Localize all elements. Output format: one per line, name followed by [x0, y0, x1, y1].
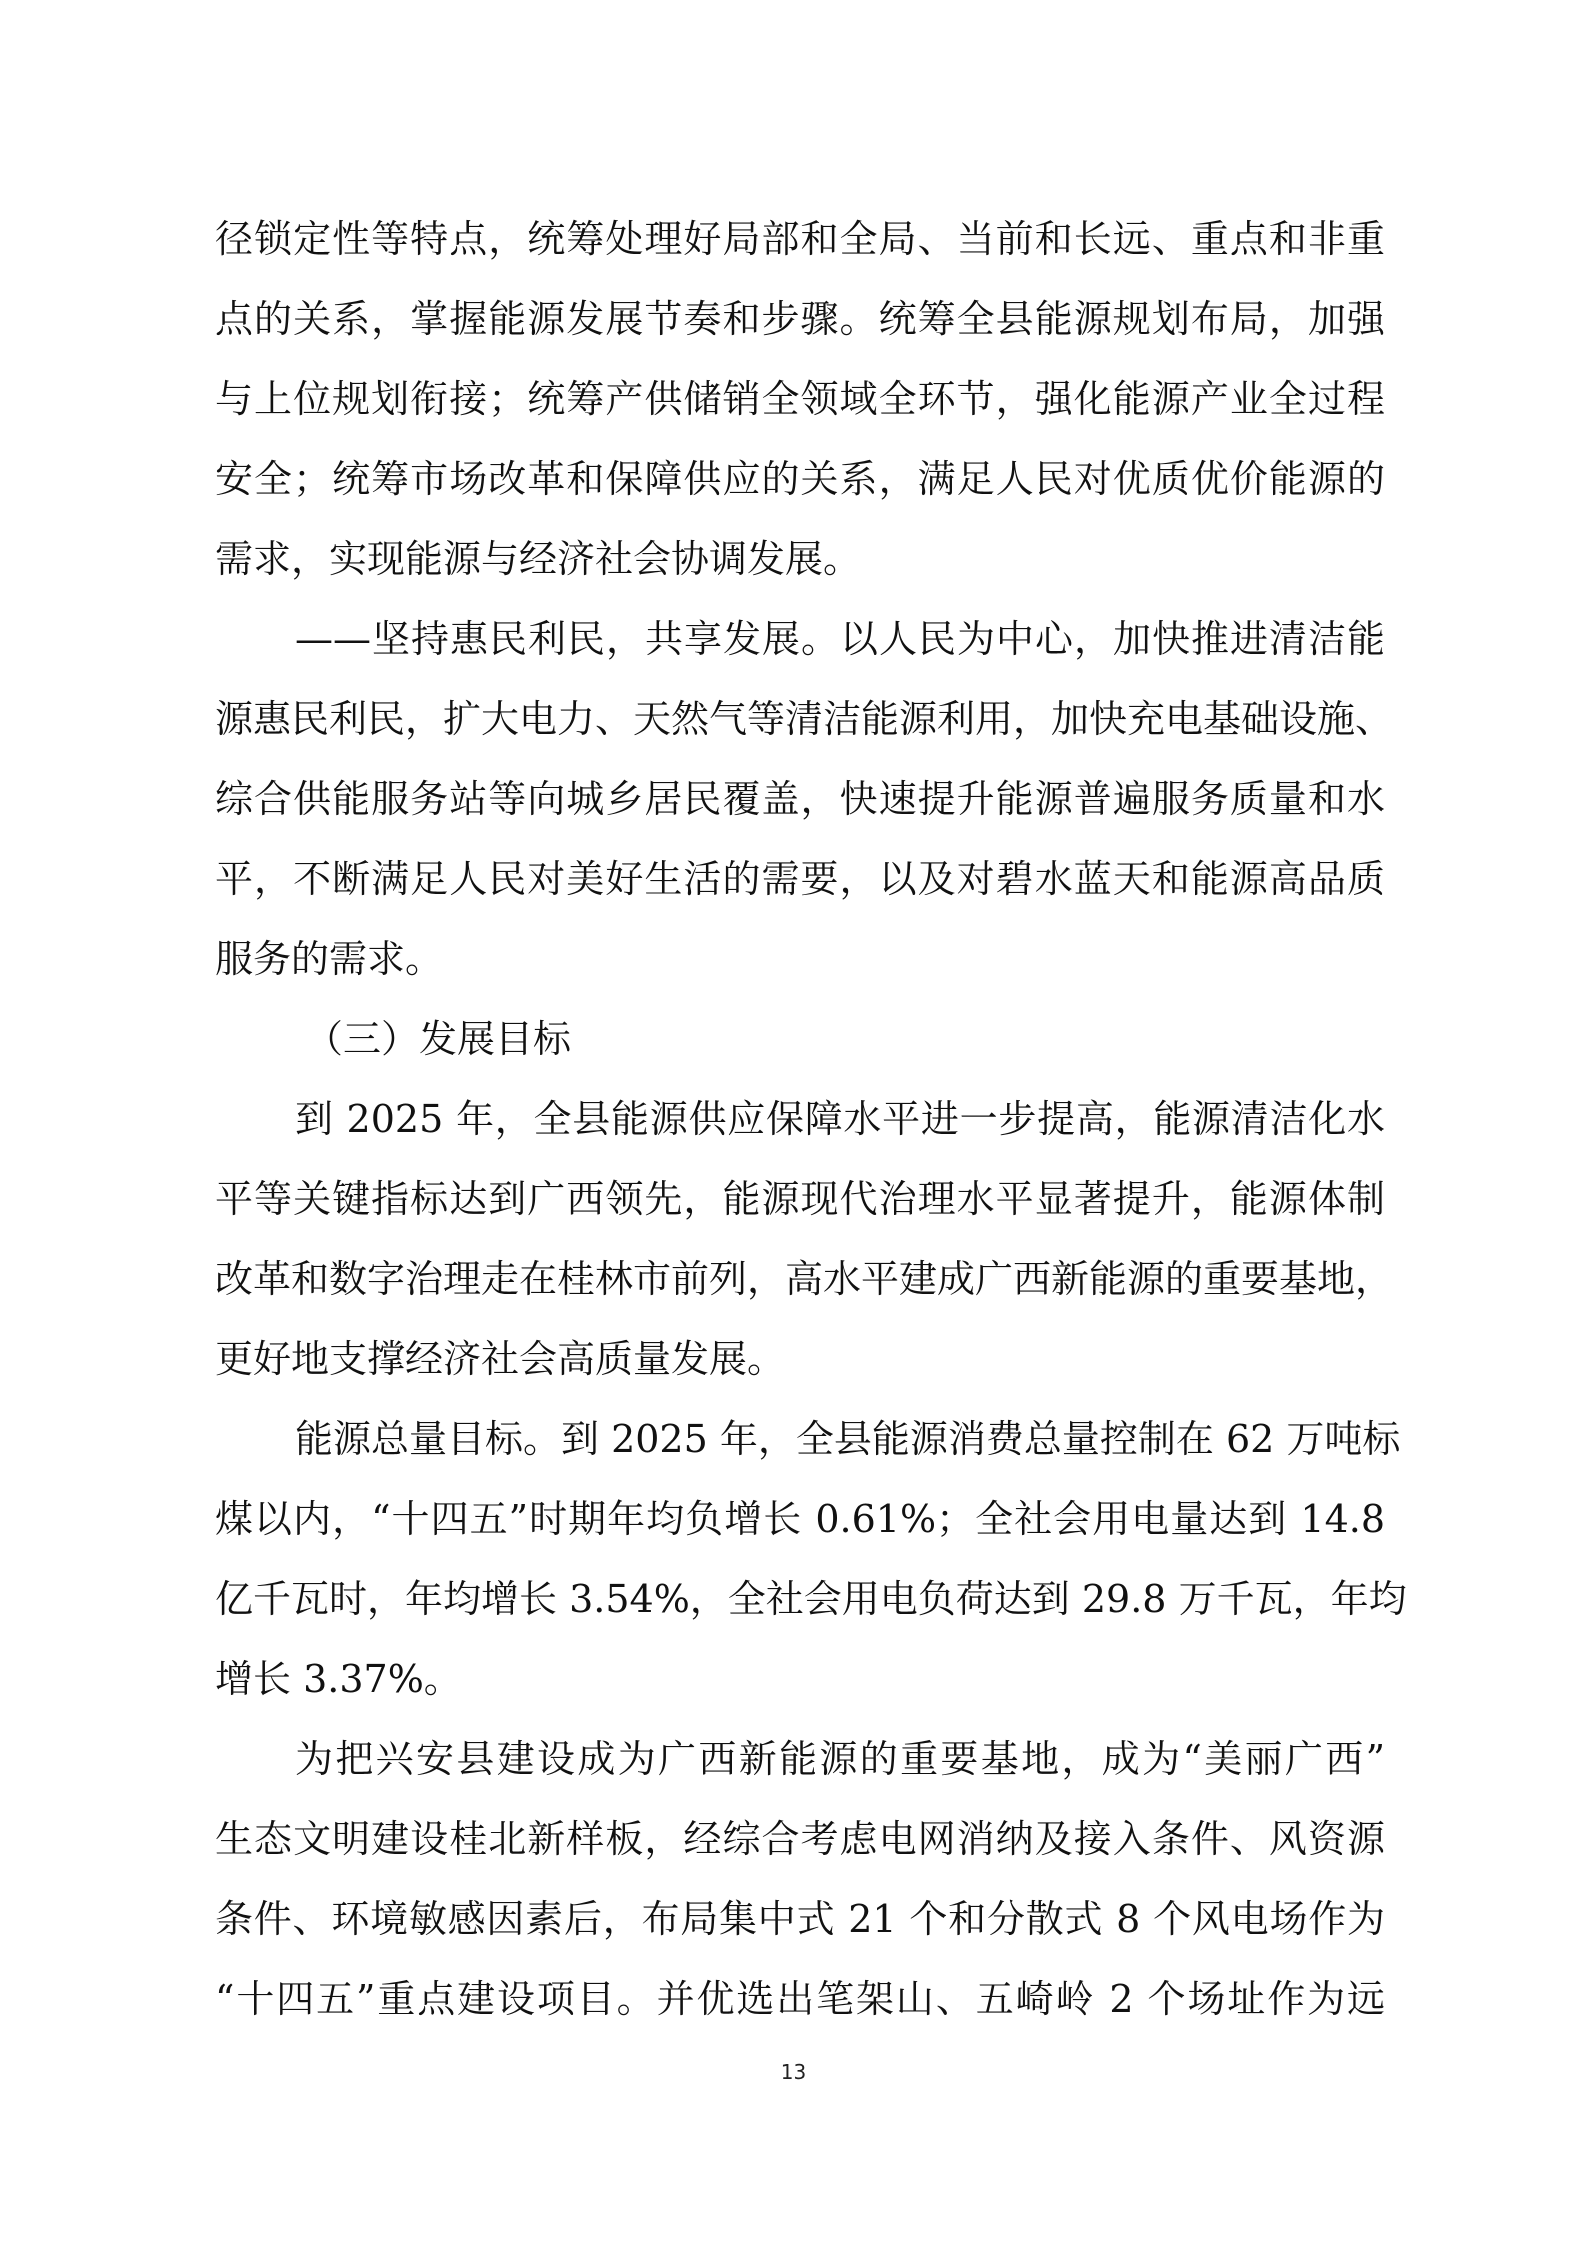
text-line: 条件、环境敏感因素后，布局集中式 21 个和分散式 8 个风电场作为 [215, 1897, 1385, 1941]
text-line: 服务的需求。 [215, 937, 444, 981]
text-line: 综合供能服务站等向城乡居民覆盖，快速提升能源普遍服务质量和水 [215, 777, 1385, 821]
text-line: ——坚持惠民利民，共享发展。以人民为中心，加快推进清洁能 [295, 617, 1385, 661]
text-line: 亿千瓦时，年均增长 3.54%，全社会用电负荷达到 29.8 万千瓦，年均 [215, 1577, 1407, 1621]
text-line: “十四五”重点建设项目。并优选出笔架山、五崎岭 2 个场址作为远 [215, 1977, 1385, 2021]
text-line: 到 2025 年，全县能源供应保障水平进一步提高，能源清洁化水 [295, 1097, 1385, 1141]
page-number: 13 [780, 2060, 807, 2084]
text-line: 能源总量目标。到 2025 年，全县能源消费总量控制在 62 万吨标 [295, 1417, 1401, 1461]
text-line: 径锁定性等特点，统筹处理好局部和全局、当前和长远、重点和非重 [215, 217, 1385, 261]
text-line: 改革和数字治理走在桂林市前列，高水平建成广西新能源的重要基地， [215, 1257, 1394, 1301]
text-line: 平，不断满足人民对美好生活的需要，以及对碧水蓝天和能源高品质 [215, 857, 1385, 901]
text-line: 平等关键指标达到广西领先，能源现代治理水平显著提升，能源体制 [215, 1177, 1385, 1221]
text-line: 与上位规划衔接；统筹产供储销全领域全环节，强化能源产业全过程 [215, 377, 1385, 421]
text-line: 点的关系，掌握能源发展节奏和步骤。统筹全县能源规划布局，加强 [215, 297, 1385, 341]
text-line: 为把兴安县建设成为广西新能源的重要基地，成为“美丽广西” [295, 1737, 1385, 1781]
text-line: 更好地支撑经济社会高质量发展。 [215, 1337, 786, 1381]
text-line: 源惠民利民，扩大电力、天然气等清洁能源利用，加快充电基础设施、 [215, 697, 1394, 741]
text-line: 安全；统筹市场改革和保障供应的关系，满足人民对优质优价能源的 [215, 457, 1385, 501]
section-heading: （三）发展目标 [305, 1017, 572, 1061]
document-body [215, 199, 1407, 2039]
text-line: 生态文明建设桂北新样板，经综合考虑电网消纳及接入条件、风资源 [215, 1817, 1385, 1861]
text-line: 煤以内，“十四五”时期年均负增长 0.61%；全社会用电量达到 14.8 [215, 1497, 1385, 1541]
text-line: 需求，实现能源与经济社会协调发展。 [215, 537, 862, 581]
text-line: 增长 3.37%。 [215, 1657, 462, 1701]
